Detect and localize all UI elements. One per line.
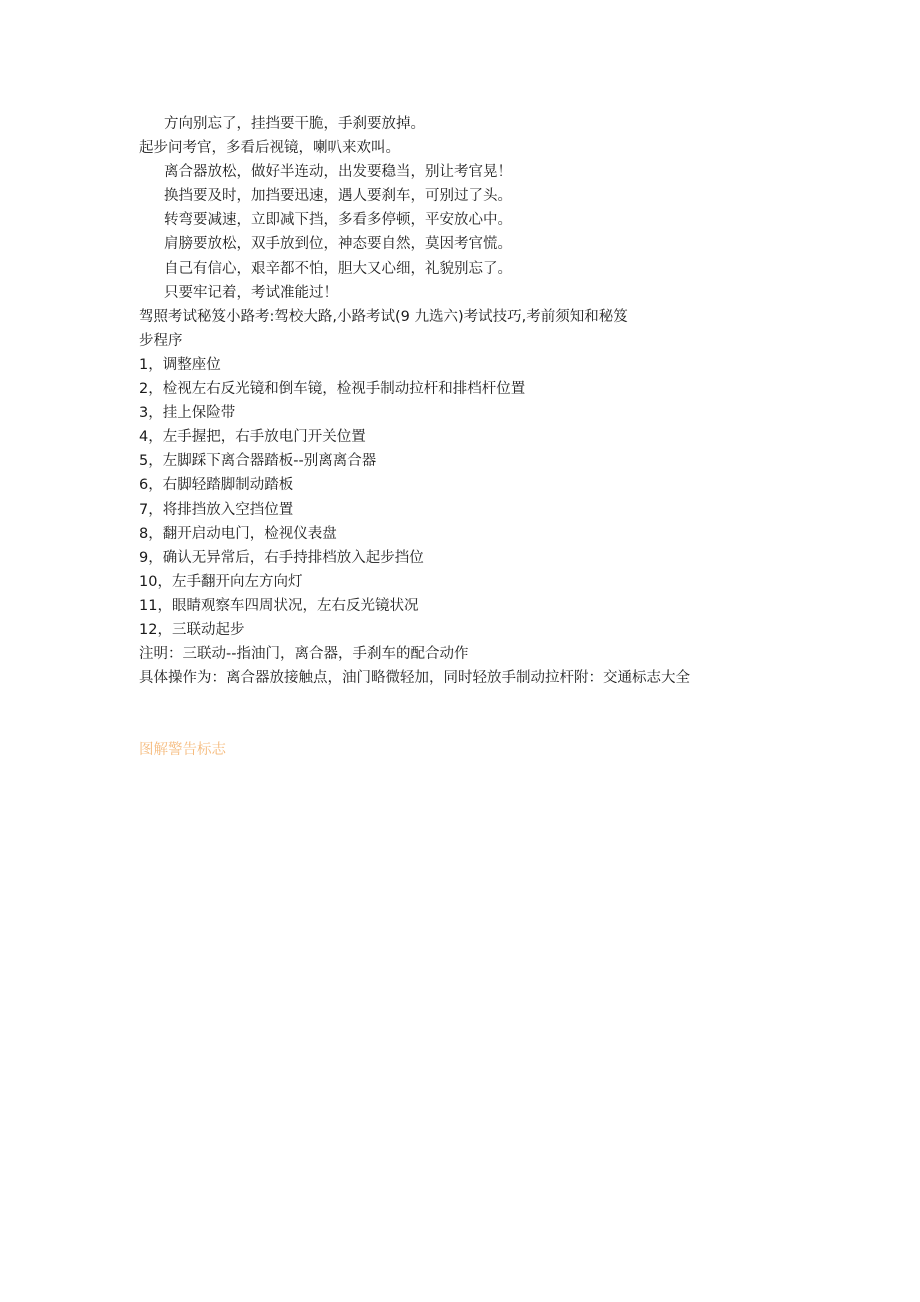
poem-line: 转弯要减速，立即减下挡，多看多停顿，平安放心中。 <box>164 212 512 229</box>
step-item: 2，检视左右反光镜和倒车镜，检视手制动拉杆和排档杆位置 <box>139 381 526 398</box>
poem-line: 起步问考官，多看后视镜，喇叭来欢叫。 <box>139 140 400 157</box>
poem-line: 换挡要及时，加挡要迅速，遇人要刹车，可别过了头。 <box>164 188 512 205</box>
note-text: 注明：三联动--指油门，离合器，手刹车的配合动作 <box>139 646 469 663</box>
step-item: 1，调整座位 <box>139 356 221 373</box>
warning-signs-link[interactable]: 图解警告标志 <box>139 742 226 758</box>
step-item: 10，左手翻开向左方向灯 <box>139 573 303 590</box>
step-item: 4，左手握把，右手放电门开关位置 <box>139 429 366 446</box>
step-item: 6，右脚轻踏脚制动踏板 <box>139 477 294 494</box>
poem-line: 只要牢记着，考试准能过！ <box>164 284 338 301</box>
step-item: 11，眼睛观察车四周状况，左右反光镜状况 <box>139 597 419 614</box>
step-item: 7，将排挡放入空挡位置 <box>139 501 294 518</box>
poem-line: 方向别忘了，挂挡要干脆，手刹要放掉。 <box>164 116 425 132</box>
poem-line: 自己有信心，艰辛都不怕，胆大又心细，礼貌别忘了。 <box>164 260 512 277</box>
document-body <box>139 112 819 690</box>
step-item: 3，挂上保险带 <box>139 405 236 422</box>
step-item: 12，三联动起步 <box>139 621 245 638</box>
step-item: 8，翻开启动电门，检视仪表盘 <box>139 525 337 542</box>
step-item: 5，左脚踩下离合器踏板--别离离合器 <box>139 453 377 470</box>
operation-text: 具体操作为：离合器放接触点，油门略微轻加，同时轻放手制动拉杆附：交通标志大全 <box>139 670 690 687</box>
poem-line: 离合器放松，做好半连动，出发要稳当，别让考官晃！ <box>164 164 512 181</box>
section-heading: 驾照考试秘笈小路考:驾校大路,小路考试(9 九选六)考试技巧,考前须知和秘笈 <box>139 308 628 325</box>
step-item: 9，确认无异常后，右手持排档放入起步挡位 <box>139 549 424 566</box>
poem-line: 肩膀要放松，双手放到位，神态要自然，莫因考官慌。 <box>164 236 512 253</box>
section-heading-continued: 步程序 <box>139 332 183 349</box>
